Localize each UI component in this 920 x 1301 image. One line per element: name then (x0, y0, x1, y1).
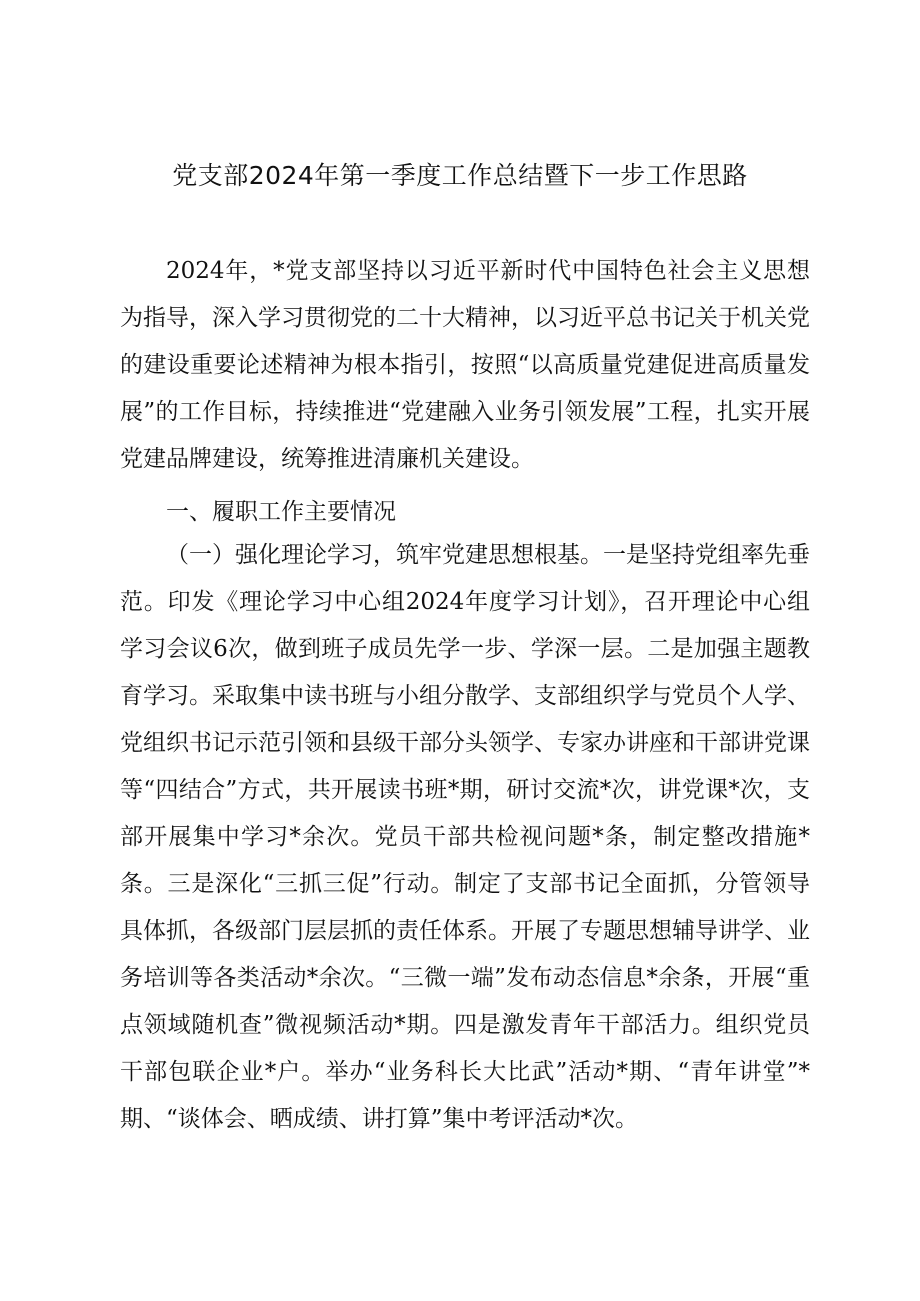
intro-section (120, 248, 810, 483)
section-paragraph: （一）强化理论学习，筑牢党建思想根基。一是坚持党组率先垂范。印发《理论学习中心组2024年度学习计划》，召开理论中心组学习会议6次，做到班子成员先学一步、学深一层。二是加强主题教育学习。采取集中读书班与小组分散学、支部组织学与党员个人学、党组织书记示范引领和县级干部分头领学、专家办讲座和干部讲党课等“四结合”方式，共开展读书班*期，研讨交流*次，讲党课*次，支部开展集中学习*余次。党员干部共检视问题*条，制定整改措施*条。三是深化“三抓三促”行动。制定了支部书记全面抓，分管领导具体抓，各级部门层层抓的责任体系。开展了专题思想辅导讲学、业务培训等各类活动*余次。“三微一端”发布动态信息*余条，开展“重点领域随机查”微视频活动*期。四是激发青年干部活力。组织党员干部包联企业*户。举办“业务科长大比武”活动*期、“青年讲堂”*期、“谈体会、晒成绩、讲打算”集中考评活动*次。 (120, 542, 810, 1132)
section-body (120, 532, 810, 1143)
section-heading: 一、履职工作主要情况 (166, 499, 396, 525)
intro-paragraph: 2024年，*党支部坚持以习近平新时代中国特色社会主义思想为指导，深入学习贯彻党的二十大精神，以习近平总书记关于机关党的建设重要论述精神为根本指引，按照“以高质量党建促进高质量发展”的工作目标，持续推进“党建融入业务引领发展”工程，扎实开展党建品牌建设，统筹推进清廉机关建设。 (120, 258, 810, 472)
document-title: 党支部2024年第一季度工作总结暨下一步工作思路 (172, 161, 748, 190)
